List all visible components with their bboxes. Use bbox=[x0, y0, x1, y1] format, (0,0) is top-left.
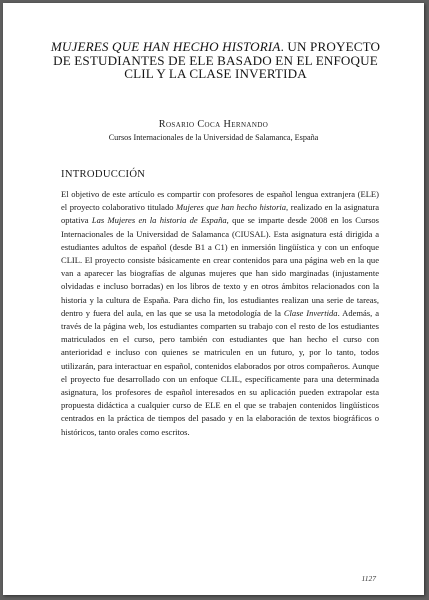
body-italic: Mujeres que han hecho historia bbox=[176, 202, 287, 213]
page-number: 1127 bbox=[361, 574, 376, 583]
paper-page bbox=[3, 3, 424, 595]
title-rest: . UN PROYECTO DE ESTUDIANTES DE ELE BASADO EN EL ENFOQUE CLIL Y LA CLASE INVERTIDA bbox=[53, 39, 381, 81]
body-italic: Las Mujeres en la historia de España bbox=[91, 215, 227, 226]
author-affiliation: Cursos Internacionales de la Universidad de Salamanca, España bbox=[108, 133, 319, 142]
body-text: . Además, a través de la página web, los estudiantes comparten su trabajo con el resto de los estudiantes matriculados en el curso, pero también con estudiantes que han hecho el curso con anterioridad e incluso con quienes se matriculen en un futuro, y, por lo tanto, todos utilizarán, para interactuar en español, contenidos elaborados por otros compañeros. Aunque el proyecto fue desarrollado con un enfoque CLIL, específicamente para una determinada asignatura, los profesores de español interesados en su aplicación pueden extrapolar esta propuesta didáctica a cualquier curso de ELE en el que se trabajen contenidos lingüísticos centrados en la práctica de tiempos del pasado y en la elaboración de textos biográficos o históricos, tanto orales como escritos. bbox=[61, 307, 379, 437]
body-text: , realizado en la asignatura optativa bbox=[61, 202, 379, 226]
article-title bbox=[43, 40, 388, 81]
body-italic: Clase Invertida bbox=[283, 307, 338, 318]
body-paragraph bbox=[61, 188, 379, 439]
author-name: Rosario Coca Hernando bbox=[158, 119, 269, 130]
section-heading: INTRODUCCIÓN bbox=[61, 169, 146, 180]
body-text: El objetivo de este artículo es compartir con profesores de español lengua extranjera (ELE) el proyecto colaborativo titulado bbox=[61, 189, 379, 213]
body-text: , que se imparte desde 2008 en los Cursos Internacionales de la Universidad de Salamanca (CIUSAL). Esta asignatura está dirigida a estudiantes adultos de español (desde B1 a C1) en inmersión lingüística y con un enfoque CLIL. El proyecto consiste básicamente en crear contenidos para una página web en la que van a aparecer las biografías de algunas mujeres que han sido marginadas (injustamente olvidadas e incluso borradas) en los libros de texto y en otros ámbitos relacionados con la historia y la cultura de España. Para dicho fin, los estudiantes realizan una serie de tareas, dentro y fuera del aula, en las que se usa la metodología de la bbox=[61, 215, 380, 318]
title-italic-part: MUJERES QUE HAN HECHO HISTORIA bbox=[50, 39, 281, 54]
